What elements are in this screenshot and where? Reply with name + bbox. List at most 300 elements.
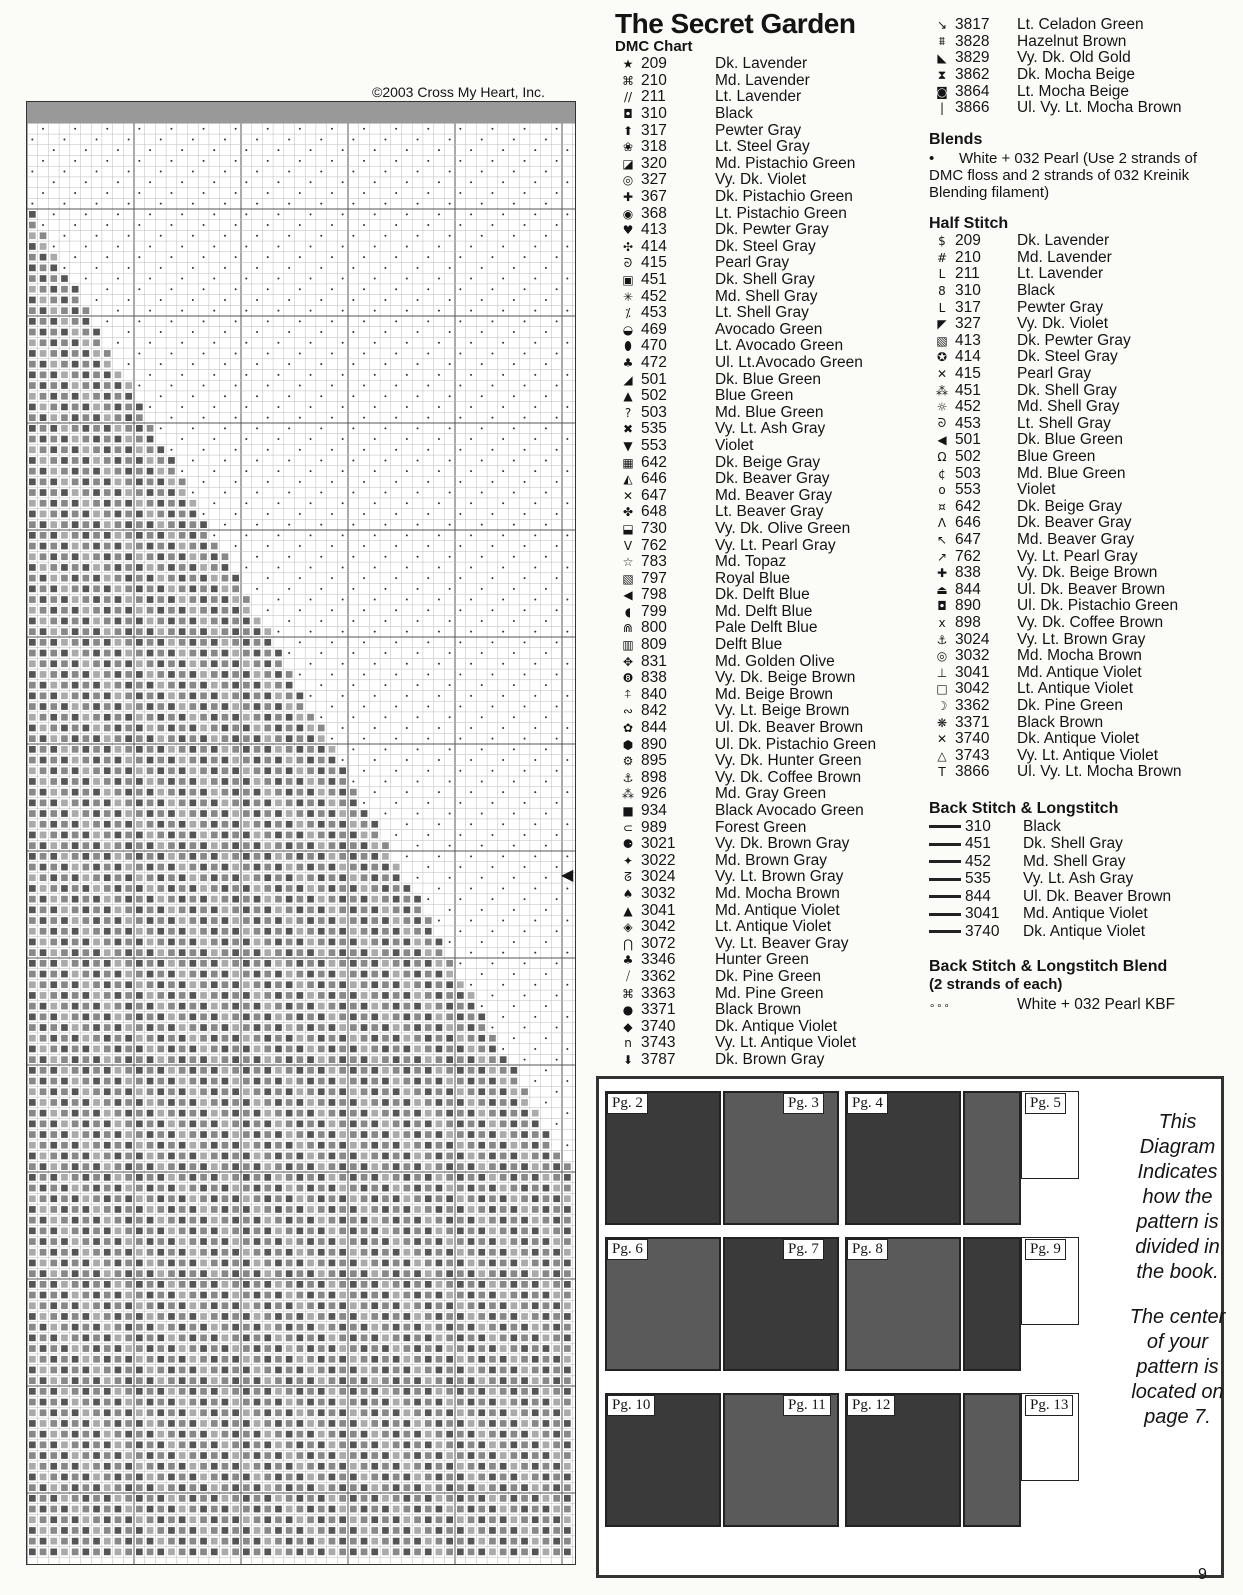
thread-number: 898 [955,613,981,631]
thread-symbol-icon: ☆ [622,555,634,570]
thread-number: 503 [641,403,667,421]
thread-name: Dk. Beige Gray [715,453,821,471]
thread-name: Lt. Mocha Beige [1017,82,1130,100]
thread-row [929,399,1229,416]
diagram-page-label: Pg. 7 [783,1239,824,1260]
thread-number: 800 [641,619,667,637]
thread-symbol-icon: o [938,483,946,498]
thread-symbol-icon: ¢ [938,466,946,481]
thread-number: 502 [641,387,667,405]
thread-symbol-icon: ▼ [623,438,633,453]
thread-number: 367 [641,188,667,206]
thread-number: 211 [641,88,666,106]
thread-symbol-icon: ▧ [936,333,948,348]
thread-symbol-icon: ⧸ [625,969,631,984]
stitch-line-icon [929,843,961,846]
thread-number: 844 [641,719,667,737]
thread-number: 3740 [965,922,1000,940]
thread-name: Md. Beaver Gray [1017,530,1135,548]
thread-row [615,687,915,704]
thread-symbol-icon: n [624,1036,632,1051]
thread-symbol-icon: ▥ [622,638,634,653]
thread-symbol-icon: ♥ [622,223,634,238]
thread-symbol-icon: ◭ [623,472,633,487]
thread-row [929,100,1229,117]
thread-number: 3024 [955,630,990,648]
thread-name: Md. Mocha Brown [1017,647,1142,665]
thread-number: 501 [955,431,981,449]
stitch-line-icon [929,913,961,916]
thread-symbol-icon: ∾ [622,704,634,719]
thread-name: Lt. Antique Violet [715,918,832,936]
thread-name: Md. Delft Blue [715,602,813,620]
thread-symbol-icon: ◣ [937,51,947,66]
thread-row [615,853,915,870]
thread-row [929,67,1229,84]
thread-row [615,736,915,753]
thread-row [615,919,915,936]
thread-symbol-icon: ▧ [622,571,634,586]
thread-number: 647 [955,530,981,548]
thread-symbol-icon: ᘔ [624,869,632,884]
thread-name: Dk. Shell Gray [1023,835,1123,853]
thread-row [929,764,1229,781]
thread-row [615,1002,915,1019]
stitch-line-icon [929,895,961,898]
thread-name: Lt. Lavender [715,88,802,106]
thread-symbol-icon: ↘ [936,18,948,33]
thread-row [615,156,915,173]
thread-name: Vy. Lt. Pearl Gray [1017,547,1138,565]
thread-symbol-icon: ⏏ [936,582,948,597]
thread-row [615,454,915,471]
thread-number: 890 [955,597,981,615]
thread-symbol-icon: ⋂ [623,936,633,951]
thread-number: 642 [641,453,667,471]
thread-symbol-icon: ■ [622,804,634,819]
thread-name: Lt. Shell Gray [1017,414,1111,432]
thread-name: Ul. Lt.Avocado Green [715,353,863,371]
thread-number: 799 [641,602,667,620]
thread-row [615,969,915,986]
thread-name: Black [1023,817,1061,835]
thread-symbol-icon: ◢ [623,372,633,387]
thread-name: Ul. Dk. Beaver Brown [715,719,864,737]
thread-symbol-icon: ↗ [936,549,948,564]
thread-name: Md. Pistachio Green [715,154,856,172]
thread-name: Lt. Antique Violet [1017,680,1134,698]
diagram-page-label: Pg. 6 [607,1239,648,1260]
thread-name: Md. Brown Gray [715,851,827,869]
thread-row [929,818,1229,836]
thread-row [615,73,915,90]
thread-number: 898 [641,768,667,786]
thread-number: 890 [641,735,667,753]
thread-row [929,250,1229,267]
thread-row [929,714,1229,731]
thread-number: 472 [641,353,667,371]
thread-name: Dk. Mocha Beige [1017,66,1136,84]
thread-name: Ul. Dk. Pistachio Green [715,735,877,753]
diagram-page-label: Pg. 12 [847,1395,895,1416]
thread-row [929,923,1229,941]
thread-row [615,255,915,272]
thread-symbol-icon: ▲ [623,389,633,404]
diagram-page-label: Pg. 13 [1025,1395,1073,1416]
thread-row [929,548,1229,565]
thread-number: 451 [641,271,667,289]
thread-name: Dk. Steel Gray [715,237,816,255]
thread-symbol-icon: ⊂ [622,820,634,835]
diagram-page-label: Pg. 3 [783,1093,824,1114]
page-title: The Secret Garden [615,8,856,39]
back-stitch-heading: Back Stitch & Longstitch [929,800,1119,817]
thread-symbol-icon: ✕ [936,367,948,382]
thread-name: Pale Delft Blue [715,619,818,637]
thread-name: Lt. Lavender [1017,265,1104,283]
thread-number: 3362 [955,696,990,714]
thread-symbol-icon: ⚓ [622,770,634,785]
thread-symbol-icon: ◈ [623,920,633,935]
half-stitch-heading: Half Stitch [929,215,1009,232]
thread-name: Lt. Steel Gray [715,138,810,156]
thread-name: Dk. Beige Gray [1017,497,1123,515]
thread-name: Forest Green [715,818,807,836]
thread-symbol-icon: ✿ [622,721,634,736]
thread-number: 730 [641,519,667,537]
thread-symbol-icon: ⚙ [622,754,634,769]
thread-row [929,615,1229,632]
back-stitch-blend-item [929,996,1175,1014]
thread-name: Vy. Lt. Ash Gray [1023,870,1134,888]
thread-number: 3022 [641,851,676,869]
thread-symbol-icon: ◉ [622,206,634,221]
back-stitch-list [929,818,1229,941]
thread-row [615,604,915,621]
thread-symbol-icon: # [936,250,948,265]
thread-name: Lt. Pistachio Green [715,204,847,222]
thread-number: 327 [955,315,981,333]
thread-symbol-icon: ⩩ [938,34,946,49]
thread-symbol-icon: ⚈ [622,837,634,852]
thread-name: Dk. Pewter Gray [1017,331,1131,349]
thread-symbol-icon: L [938,300,946,315]
thread-number: 798 [641,586,667,604]
thread-number: 926 [641,785,667,803]
thread-name: Md. Blue Green [1017,464,1126,482]
thread-number: 452 [641,287,667,305]
thread-name: Blue Green [715,387,794,405]
thread-number: 3817 [955,16,990,34]
chart-stitches [27,102,575,1564]
thread-row [929,598,1229,615]
thread-row [929,432,1229,449]
thread-row [615,139,915,156]
thread-row [615,122,915,139]
thread-symbol-icon: ✣ [622,239,634,254]
thread-symbol-icon: ◀ [937,433,947,448]
thread-symbol-icon: ⬇ [622,1052,634,1067]
thread-number: 3042 [955,680,990,698]
diagram-page-cell [963,1393,1021,1527]
thread-name: Pearl Gray [1017,365,1092,383]
thread-row [929,871,1229,889]
thread-symbol-icon: ⌘ [622,986,634,1001]
thread-row [615,1018,915,1035]
thread-name: Dk. Antique Violet [1017,730,1140,748]
thread-number: 535 [965,870,991,888]
thread-symbol-icon: ✳ [622,289,634,304]
thread-symbol-icon: ◎ [936,649,948,664]
thread-number: 415 [641,254,667,272]
thread-row [929,349,1229,366]
thread-name: Md. Beige Brown [715,685,834,703]
thread-number: 3032 [955,647,990,665]
blend-symbol: • [929,150,935,167]
thread-row [615,1035,915,1052]
thread-number: 210 [641,71,667,89]
thread-symbol-icon: ⁂ [936,383,948,398]
thread-number: 647 [641,486,667,504]
thread-name: Vy. Lt. Pearl Gray [715,536,836,554]
thread-row [929,853,1229,871]
thread-name: Dk. Antique Violet [715,1017,838,1035]
thread-symbol-icon: ◤ [937,317,947,332]
back-stitch-blend-subheading: (2 strands of each) [929,976,1063,993]
thread-row [929,283,1229,300]
thread-name: Dk. Blue Green [715,370,821,388]
thread-number: 553 [641,436,667,454]
thread-number: 320 [641,154,667,172]
thread-name: Black Brown [715,1001,802,1019]
thread-row [929,906,1229,924]
thread-row [615,421,915,438]
dmc-thread-list [615,56,915,1068]
diagram-page-label: Pg. 10 [607,1395,655,1416]
thread-number: 844 [955,580,981,598]
thread-row [615,869,915,886]
thread-number: 210 [955,248,981,266]
blend-kbf-text: White + 032 Pearl KBF [1017,996,1176,1013]
thread-symbol-icon: ⍏ [624,687,632,702]
thread-number: 413 [641,221,667,239]
thread-number: 3346 [641,951,676,969]
thread-symbol-icon: L [938,267,946,282]
thread-row [615,935,915,952]
thread-row [929,747,1229,764]
thread-symbol-icon: ❋ [936,715,948,730]
thread-name: Dk. Shell Gray [1017,381,1117,399]
thread-row [929,565,1229,582]
thread-row [929,465,1229,482]
thread-row [929,50,1229,67]
thread-row [929,515,1229,532]
thread-number: 989 [641,818,667,836]
thread-number: 310 [965,817,991,835]
thread-row [929,499,1229,516]
diagram-page-label: Pg. 5 [1025,1093,1066,1114]
thread-number: 3371 [641,1001,676,1019]
thread-name: Lt. Celadon Green [1017,16,1144,34]
thread-name: Ul. Dk. Beaver Brown [1017,580,1166,598]
thread-name: Md. Lavender [1017,248,1112,266]
thread-row [615,770,915,787]
thread-symbol-icon: T [938,765,946,780]
thread-number: 762 [641,536,667,554]
thread-symbol-icon: ¤ [938,499,946,514]
thread-number: 451 [955,381,981,399]
thread-name: Vy. Dk. Violet [715,171,807,189]
thread-symbol-icon: x [938,615,946,630]
thread-number: 3363 [641,984,676,1002]
thread-row [615,106,915,123]
thread-number: 3740 [955,730,990,748]
thread-number: 453 [955,414,981,432]
thread-row [615,305,915,322]
thread-number: 3041 [955,663,990,681]
thread-symbol-icon: ↖ [936,532,948,547]
thread-row [929,581,1229,598]
chart-grid [27,102,575,1564]
thread-number: 501 [641,370,667,388]
thread-name: Dk. Steel Gray [1017,348,1118,366]
thread-symbol-icon: ★ [622,57,634,72]
thread-symbol-icon: ◙ [936,84,948,99]
thread-number: 838 [641,669,667,687]
thread-number: 317 [955,298,981,316]
thread-name: Vy. Dk. Hunter Green [715,752,862,770]
thread-row [615,753,915,770]
thread-name: Violet [715,436,754,454]
thread-name: Md. Shell Gray [1017,398,1120,416]
thread-name: Vy. Lt. Brown Gray [1017,630,1146,648]
thread-symbol-icon: △ [937,748,947,763]
thread-symbol-icon: ✤ [622,505,634,520]
thread-row [929,382,1229,399]
thread-symbol-icon: ✚ [622,190,634,205]
thread-symbol-icon: ✕ [622,488,634,503]
thread-number: 3828 [955,32,990,50]
thread-row [929,664,1229,681]
thread-name: Vy. Lt. Ash Gray [715,420,826,438]
thread-name: Md. Beaver Gray [715,486,833,504]
thread-symbol-icon: ● [622,1003,634,1018]
thread-name: Md. Shell Gray [715,287,818,305]
thread-row [615,504,915,521]
thread-number: 310 [641,105,667,123]
thread-name: Lt. Beaver Gray [715,503,824,521]
stitch-line-icon [929,860,961,863]
thread-name: Dk. Pistachio Green [715,188,853,206]
dmc-chart-heading: DMC Chart [615,38,693,55]
thread-name: Hunter Green [715,951,809,969]
thread-row [615,222,915,239]
thread-number: 3787 [641,1050,676,1068]
thread-name: Vy. Lt. Antique Violet [1017,746,1159,764]
diagram-page-label: Pg. 9 [1025,1239,1066,1260]
thread-symbol-icon: ⧗ [937,67,947,82]
thread-number: 318 [641,138,667,156]
thread-number: 3041 [641,901,676,919]
thread-name: Lt. Avocado Green [715,337,844,355]
center-arrow-icon: ◀ [561,867,574,884]
thread-number: 451 [965,835,991,853]
chart-top-band [27,102,575,123]
thread-row [615,521,915,538]
thread-number: 762 [955,547,981,565]
thread-symbol-icon: ✖ [622,422,634,437]
thread-name: Ul. Dk. Pistachio Green [1017,597,1179,615]
thread-row [615,56,915,73]
diagram-note-line2: The center of your pattern is located on page 7. [1129,1306,1226,1428]
thread-symbol-icon: ❀ [622,140,634,155]
thread-name: Dk. Antique Violet [1023,922,1146,940]
thread-symbol-icon: ⊥ [936,665,948,680]
thread-number: 3041 [965,905,1000,923]
thread-name: Dk. Delft Blue [715,586,810,604]
thread-symbol-icon: ◆ [623,1019,633,1034]
thread-name: Black Avocado Green [715,802,864,820]
thread-number: 413 [955,331,981,349]
thread-name: Dk. Blue Green [1017,431,1123,449]
thread-row [615,239,915,256]
thread-number: 646 [641,470,667,488]
thread-number: 310 [955,282,981,300]
thread-number: 503 [955,464,981,482]
thread-name: Vy. Dk. Olive Green [715,519,851,537]
thread-name: Dk. Pine Green [1017,696,1123,714]
thread-row [929,17,1229,34]
thread-symbol-icon: ▦ [622,455,634,470]
thread-name: Md. Shell Gray [1023,852,1126,870]
thread-symbol-icon: ? [624,405,632,420]
thread-row [615,1052,915,1069]
thread-row [615,653,915,670]
thread-name: Md. Topaz [715,553,787,571]
thread-name: Vy. Lt. Beige Brown [715,702,850,720]
thread-row [615,620,915,637]
thread-symbol-icon: ✚ [936,566,948,581]
thread-row [929,698,1229,715]
thread-symbol-icon: ⚓ [936,632,948,647]
thread-name: Dk. Beaver Gray [715,470,830,488]
blend-dots-icon: ∘∘∘ [929,1001,951,1012]
thread-symbol-icon: ◀ [623,588,633,603]
thread-number: 3864 [955,82,990,100]
thread-name: Vy. Dk. Violet [1017,315,1109,333]
thread-name: Md. Blue Green [715,403,824,421]
diagram-page-label: Pg. 4 [847,1093,888,1114]
thread-symbol-icon: ⬮ [624,338,632,353]
thread-symbol-icon: ◪ [622,156,634,171]
thread-number: 327 [641,171,667,189]
thread-row [615,388,915,405]
thread-row [929,449,1229,466]
thread-row [615,952,915,969]
thread-number: 502 [955,448,981,466]
thread-row [615,985,915,1002]
thread-number: 470 [641,337,667,355]
thread-name: Dk. Pewter Gray [715,221,829,239]
thread-symbol-icon: ᘐ [937,416,947,431]
diagram-page-label: Pg. 11 [783,1395,831,1416]
diagram-note [1120,1110,1235,1430]
diagram-page-label: Pg. 2 [607,1093,648,1114]
thread-name: Vy. Dk. Old Gold [1017,49,1131,67]
thread-name: Dk. Shell Gray [715,271,815,289]
thread-number: 3371 [955,713,990,731]
thread-row [615,338,915,355]
